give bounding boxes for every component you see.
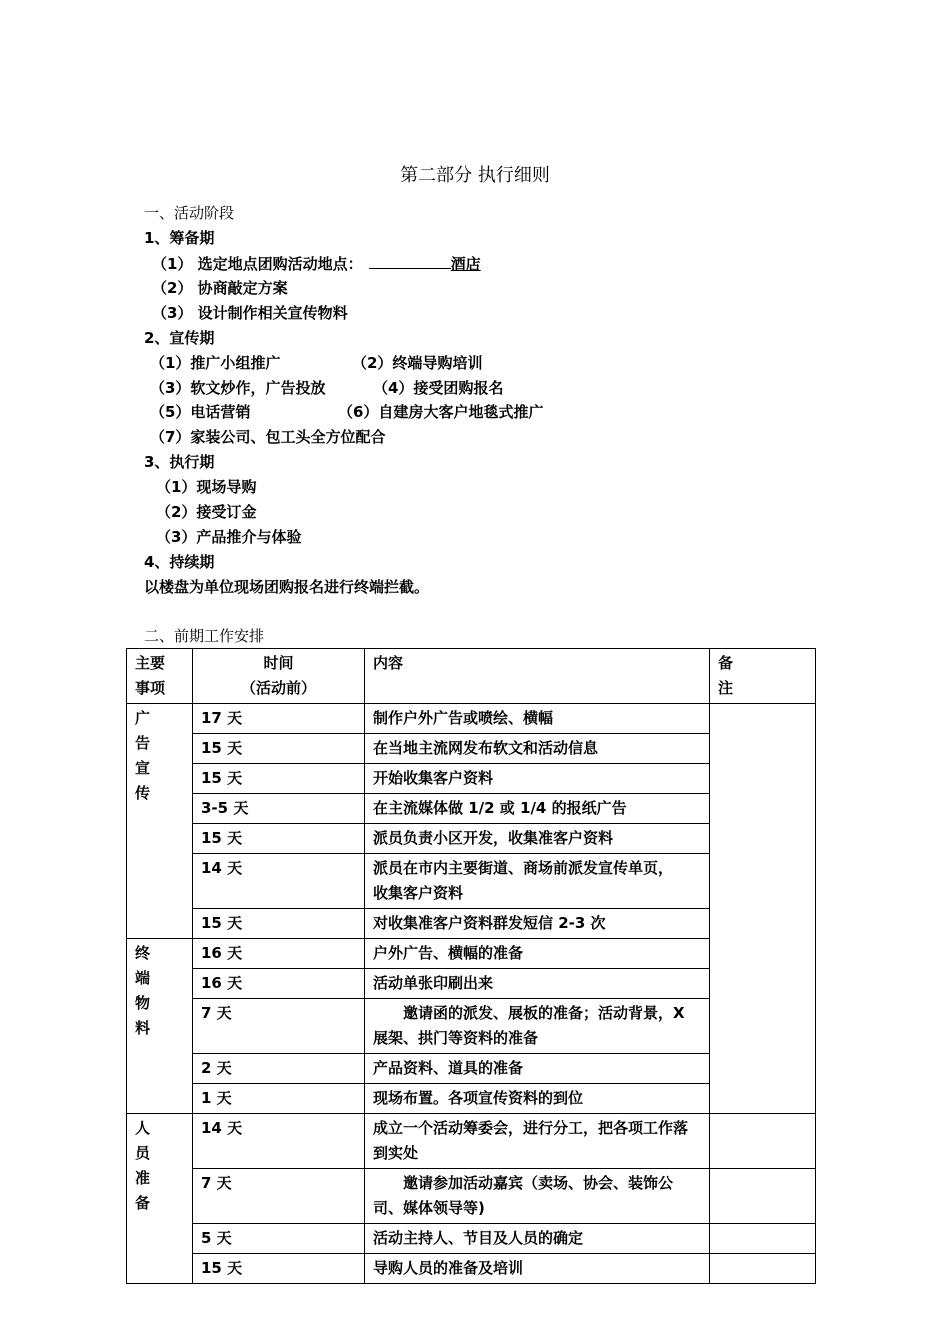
section1-heading: 一、活动阶段: [144, 204, 235, 222]
content-cell: 制作户外广告或喷绘、横幅: [365, 704, 710, 734]
remarks-cell: [710, 1224, 816, 1254]
category-materials: 终 端 物 料: [127, 939, 193, 1114]
time-cell: 16 天: [193, 939, 365, 969]
time-cell: 16 天: [193, 969, 365, 999]
phase2-item5: （5）电话营销: [150, 403, 251, 421]
phase2-item7: （7）家装公司、包工头全方位配合: [150, 428, 386, 446]
venue-value: 酒店: [450, 255, 481, 273]
content-cell: 活动单张印刷出来: [365, 969, 710, 999]
phase1-item1-label: （1） 选定地点团购活动地点：: [152, 255, 363, 273]
category-staff: 人 员 准 备: [127, 1114, 193, 1284]
header-remarks: 备 注: [710, 649, 816, 704]
phase1-heading: 1、筹备期: [144, 229, 215, 247]
phase1-item2: （2） 协商敲定方案: [152, 279, 288, 297]
time-cell: 15 天: [193, 1254, 365, 1284]
time-cell: 15 天: [193, 764, 365, 794]
phase3-item3: （3）产品推介与体验: [156, 528, 302, 546]
remarks-cell: [710, 1254, 816, 1284]
phase2-item3: （3）软文炒作，广告投放: [150, 379, 326, 397]
remarks-cell: [710, 1169, 816, 1224]
phase2-heading: 2、宣传期: [144, 329, 215, 347]
content-cell: 邀请函的派发、展板的准备；活动背景，X 展架、拱门等资料的准备: [365, 999, 710, 1054]
time-cell: 15 天: [193, 824, 365, 854]
content-cell: 现场布置。各项宣传资料的到位: [365, 1084, 710, 1114]
phase2-item1: （1）推广小组推广: [150, 354, 281, 372]
content-cell: 导购人员的准备及培训: [365, 1254, 710, 1284]
time-cell: 5 天: [193, 1224, 365, 1254]
time-cell: 7 天: [193, 999, 365, 1054]
time-cell: 14 天: [193, 854, 365, 909]
section2-heading: 二、前期工作安排: [144, 627, 265, 645]
content-cell: 成立一个活动筹委会，进行分工，把各项工作落到实处: [365, 1114, 710, 1169]
table-header-row: [127, 649, 816, 704]
phase2-item2: （2）终端导购培训: [352, 354, 483, 372]
content-cell: 派员在市内主要街道、商场前派发宣传单页， 收集客户资料: [365, 854, 710, 909]
table-row: [127, 1254, 816, 1284]
schedule-table: [126, 648, 816, 1284]
time-cell: 15 天: [193, 909, 365, 939]
content-cell: 对收集准客户资料群发短信 2-3 次: [365, 909, 710, 939]
phase3-item1: （1）现场导购: [156, 478, 257, 496]
remarks-cell: [710, 704, 816, 1114]
venue-blank: [369, 253, 451, 269]
content-cell: 邀请参加活动嘉宾（卖场、协会、装饰公司、媒体领导等): [365, 1169, 710, 1224]
content-cell: 派员负责小区开发，收集准客户资料: [365, 824, 710, 854]
phase2-item6: （6）自建房大客户地毯式推广: [338, 403, 544, 421]
time-cell: 15 天: [193, 734, 365, 764]
phase2-item4: （4）接受团购报名: [373, 379, 504, 397]
content-cell: 在主流媒体做 1/2 或 1/4 的报纸广告: [365, 794, 710, 824]
phase1-item3: （3） 设计制作相关宣传物料: [152, 304, 348, 322]
time-cell: 1 天: [193, 1084, 365, 1114]
remarks-cell: [710, 1114, 816, 1169]
phase3-item2: （2）接受订金: [156, 503, 257, 521]
time-cell: 14 天: [193, 1114, 365, 1169]
header-content: 内容: [365, 649, 710, 704]
page-title: 第二部分 执行细则: [400, 165, 550, 186]
table-row: [127, 1169, 816, 1224]
time-cell: 17 天: [193, 704, 365, 734]
phase4-text: 以楼盘为单位现场团购报名进行终端拦截。: [144, 578, 430, 596]
content-cell: 活动主持人、节目及人员的确定: [365, 1224, 710, 1254]
content-cell: 产品资料、道具的准备: [365, 1054, 710, 1084]
time-cell: 7 天: [193, 1169, 365, 1224]
content-cell: 户外广告、横幅的准备: [365, 939, 710, 969]
phase1-item1: [152, 253, 481, 274]
table-row: [127, 704, 816, 734]
phase3-heading: 3、执行期: [144, 453, 215, 471]
time-cell: 3-5 天: [193, 794, 365, 824]
content-cell: 开始收集客户资料: [365, 764, 710, 794]
header-category: 主要 事项: [127, 649, 193, 704]
header-time: 时间 （活动前）: [193, 649, 365, 704]
category-advertising: 广 告 宣 传: [127, 704, 193, 939]
time-cell: 2 天: [193, 1054, 365, 1084]
table-row: [127, 1224, 816, 1254]
phase4-heading: 4、持续期: [144, 553, 215, 571]
content-cell: 在当地主流网发布软文和活动信息: [365, 734, 710, 764]
table-row: [127, 1114, 816, 1169]
